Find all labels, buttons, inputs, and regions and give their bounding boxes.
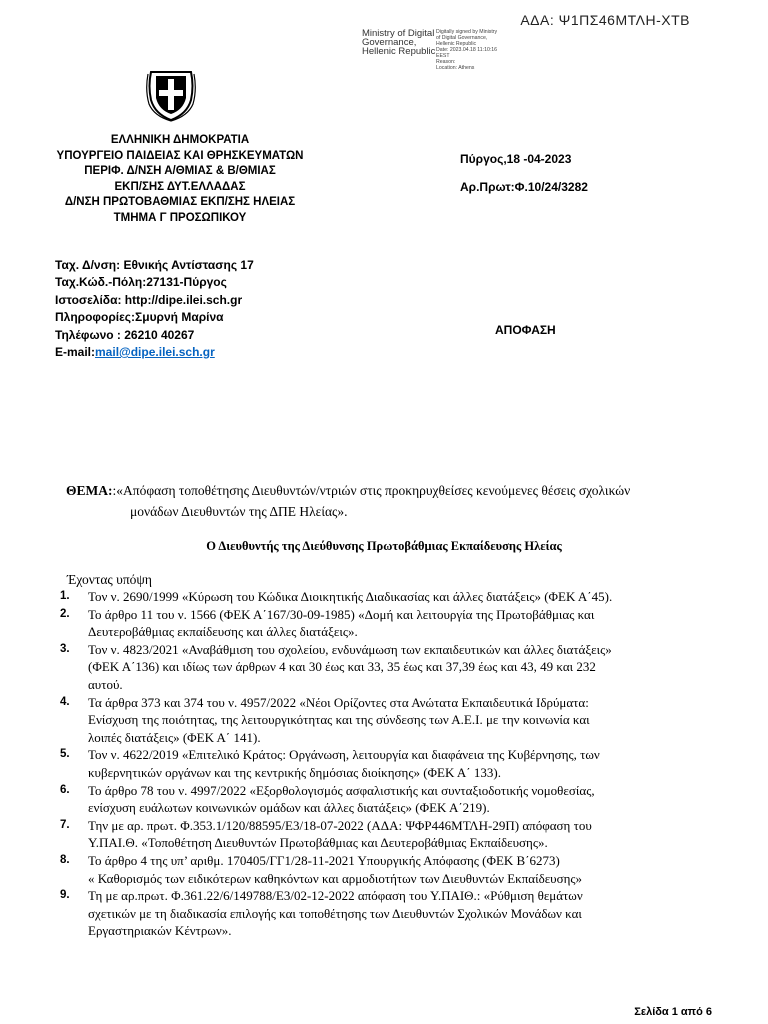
list-item — [60, 817, 720, 852]
header-line: ΥΠΟΥΡΓΕΙΟ ΠΑΙΔΕΙΑΣ ΚΑΙ ΘΡΗΣΚΕΥΜΑΤΩΝ — [56, 149, 304, 162]
having-in-view: Έχοντας υπόψη — [67, 572, 152, 587]
item-text: Ενίσχυση της ποιότητας, της λειτουργικότητας και της σύνδεσης των Α.Ε.Ι. με την κοινωνία και — [88, 712, 590, 728]
contact-info — [55, 257, 254, 361]
list-item — [60, 852, 720, 887]
item-text: Τον ν. 2690/1999 «Κύρωση του Κώδικα Διοικητικής Διαδικασίας και άλλες διατάξεις» (ΦΕΚ Α΄45). — [88, 589, 613, 604]
item-text: κυβερνητικών οργάνων και της κεντρικής δημόσιας διοίκησης» (ΦΕΚ Α΄ 133). — [88, 764, 501, 780]
list-item — [60, 641, 720, 694]
list-item — [60, 746, 720, 781]
email-label: E-mail: — [55, 345, 96, 360]
header-line: ΠΕΡΙΦ. Δ/ΝΣΗ Α/ΘΜΙΑΣ & Β/ΘΜΙΑΣ — [84, 165, 276, 178]
date-line: Πύργος,18 -04-2023 — [460, 152, 572, 166]
item-number: 9. — [60, 889, 70, 902]
item-number: 8. — [60, 853, 70, 866]
item-text: Το άρθρο 4 της υπ’ αριθμ. 170405/ΓΓ1/28-11-2021 Υπουργικής Απόφασης (ΦΕΚ Β΄6273) — [88, 852, 560, 868]
signature-detail-line: of Digital Governance, — [436, 35, 488, 41]
protocol-number: Αρ.Πρωτ:Φ.10/24/3282 — [460, 180, 588, 194]
contact-website: Ιστοσελίδα: http://dipe.ilei.sch.gr — [55, 292, 243, 307]
item-number: 5. — [60, 748, 70, 761]
list-item — [60, 606, 720, 641]
header-line: ΕΛΛΗΝΙΚΗ ΔΗΜΟΚΡΑΤΙΑ — [110, 134, 250, 146]
references-list — [60, 588, 720, 940]
list-item — [60, 588, 720, 606]
item-text: Εργαστηριακών Κέντρων». — [88, 923, 232, 939]
item-text: (ΦΕΚ Α΄136) και ιδίως των άρθρων 4 και 30 έως και 33, 35 έως και 37,39 έως και 43, 49 και 232 — [88, 659, 596, 675]
subject-block — [66, 480, 630, 522]
document-type: ΑΠΟΦΑΣΗ — [495, 323, 556, 337]
list-item — [60, 887, 720, 940]
item-text: Το άρθρο 11 του ν. 1566 (ΦΕΚ Α΄167/30-09-1985) «Δομή και λειτουργία της Πρωτοβάθμιας και — [88, 606, 595, 622]
contact-phone: Τηλέφωνο : 26210 40267 — [55, 327, 195, 342]
signature-detail-line: EEST — [436, 53, 450, 59]
item-text: Δευτεροβάθμιας εκπαίδευσης και άλλες διατάξεις». — [88, 624, 358, 640]
item-text: Τον ν. 4823/2021 «Αναβάθμιση του σχολείου, ενδυνάμωση των εκπαιδευτικών και άλλες διατάξεις» — [88, 641, 612, 657]
contact-info-person: Πληροφορίες:Σμυρνή Μαρίνα — [55, 310, 224, 325]
contact-address: Ταχ. Δ/νση: Εθνικής Αντίστασης 17 — [55, 258, 254, 272]
item-text: ενίσχυση ευάλωτων κοινωνικών ομάδων και άλλες διατάξεις» (ΦΕΚ Α΄219). — [88, 800, 490, 816]
contact-email-row — [55, 344, 254, 361]
subject-text: :«Απόφαση τοποθέτησης Διευθυντών/ντριών στις προκηρυχθείσες κενούμενες θέσεις σχολικών — [112, 483, 631, 498]
signature-org-line: Governance, — [362, 37, 417, 48]
signature-detail-line: Reason: — [436, 59, 456, 65]
contact-postal: Ταχ.Κώδ.-Πόλη:27131-Πύργος — [55, 275, 227, 290]
item-text: Τον ν. 4622/2019 «Επιτελικό Κράτος: Οργάνωση, λειτουργία και διαφάνεια της Κυβέρνησης, των — [88, 747, 600, 763]
list-item — [60, 694, 720, 747]
item-text: Το άρθρο 78 του ν. 4997/2022 «Εξορθολογισμός ασφαλιστικής και συνταξιοδοτικής νομοθεσίας, — [88, 782, 595, 798]
item-text: αυτού. — [88, 676, 123, 692]
item-text: λοιπές διατάξεις» (ΦΕΚ Α΄ 141). — [88, 729, 261, 745]
email-link[interactable]: mail@dipe.ilei.sch.gr — [95, 345, 215, 360]
digital-signature-details — [436, 29, 497, 71]
header-line: Δ/ΝΣΗ ΠΡΩΤΟΒΑΘΜΙΑΣ ΕΚΠ/ΣΗΣ ΗΛΕΙΑΣ — [64, 196, 296, 209]
item-number: 3. — [60, 642, 70, 655]
list-item — [60, 782, 720, 817]
item-text: « Καθορισμός των ειδικότερων καθηκόντων και αρμοδιοτήτων των Διευθυντών Εκπαίδευσης» — [88, 870, 583, 886]
item-number: 7. — [60, 818, 70, 831]
date-protocol-block — [460, 145, 588, 201]
page-number: Σελίδα 1 από 6 — [634, 1006, 712, 1018]
subject-text-cont: μονάδων Διευθυντών της ΔΠΕ Ηλείας». — [130, 504, 348, 519]
item-text: σχετικών με τη διαδικασία επιλογής και τοποθέτησης των Διευθυντών Σχολικών Μονάδων και — [88, 905, 582, 921]
signature-detail-line: Location: Athens — [436, 65, 475, 71]
signature-org-line: Hellenic Republic — [362, 46, 436, 57]
item-number: 1. — [60, 590, 70, 602]
greek-emblem-icon — [145, 66, 197, 122]
header-line: ΕΚΠ/ΣΗΣ ΔΥΤ.ΕΛΛΑΔΑΣ — [114, 180, 246, 193]
item-number: 4. — [60, 695, 70, 708]
header-line: ΤΜΗΜΑ Γ ΠΡΟΣΩΠΙΚΟΥ — [113, 211, 247, 224]
signature-org-line: Ministry of Digital — [362, 28, 435, 39]
digital-signature-org — [362, 29, 435, 56]
issuer-header — [30, 133, 330, 227]
item-text: Την με αρ. πρωτ. Φ.353.1/120/88595/Ε3/18-07-2022 (ΑΔΑ: ΨΦΡ446ΜΤΛΗ-29Π) απόφαση του — [88, 817, 592, 833]
signature-detail-line: Digitally signed by Ministry — [436, 29, 498, 35]
item-text: Τα άρθρα 373 και 374 του ν. 4957/2022 «Νέοι Ορίζοντες στα Ανώτατα Εκπαιδευτικά Ιδρύματα: — [88, 694, 589, 710]
director-heading: Ο Διευθυντής της Διεύθυνσης Πρωτοβάθμιας Εκπαίδευσης Ηλείας — [206, 539, 562, 553]
item-text: Τη με αρ.πρωτ. Φ.361.22/6/149788/Ε3/02-12-2022 απόφαση του Υ.ΠΑΙΘ.: «Ρύθμιση θεμάτων — [88, 888, 583, 904]
ada-code: ΑΔΑ: Ψ1ΠΣ46ΜΤΛΗ-ΧΤΒ — [520, 12, 690, 28]
item-number: 6. — [60, 783, 70, 796]
signature-detail-line: Date: 2023.04.18 11:10:16 — [436, 47, 498, 53]
item-number: 2. — [60, 607, 70, 620]
item-text: Υ.ΠΑΙ.Θ. «Τοποθέτηση Διευθυντών Πρωτοβάθμιας και Δευτεροβάθμιας Εκπαίδευσης». — [88, 835, 548, 851]
subject-label: ΘΕΜΑ: — [66, 483, 113, 498]
signature-detail-line: Hellenic Republic — [436, 41, 477, 47]
